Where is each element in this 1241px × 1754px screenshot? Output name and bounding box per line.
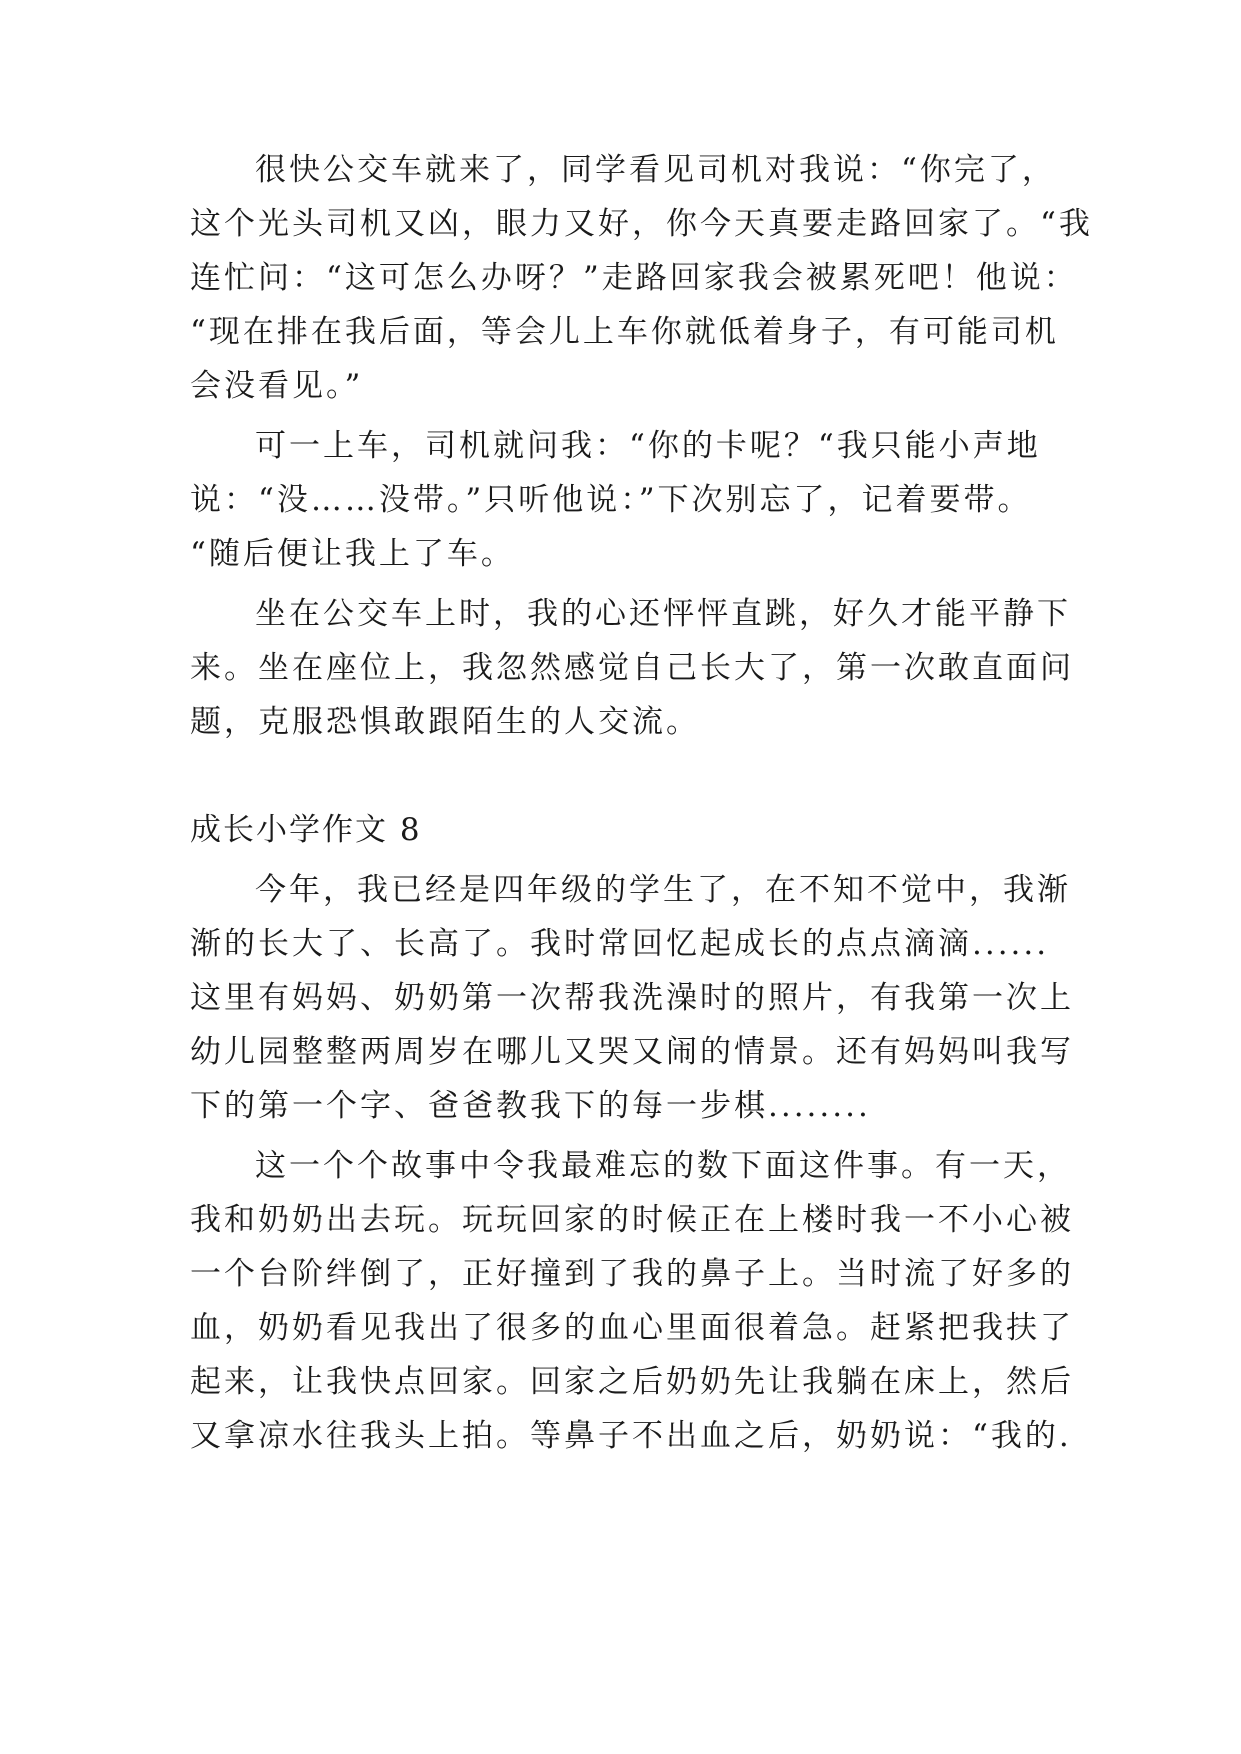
- paragraph-line: 下的第一个字、爸爸教我下的每一步棋........: [190, 1088, 871, 1124]
- paragraph-line: 题，克服恐惧敢跟陌生的人交流。: [190, 704, 700, 740]
- paragraph-line: 很快公交车就来了，同学看见司机对我说：“你完了，: [255, 152, 1056, 188]
- paragraph-line: “随后便让我上了车。: [190, 536, 515, 572]
- paragraph-line: 坐在公交车上时，我的心还怦怦直跳，好久才能平静下: [255, 596, 1071, 632]
- paragraph-line: 会没看见。”: [190, 368, 364, 404]
- paragraph-line: 一个台阶绊倒了，正好撞到了我的鼻子上。当时流了好多的: [190, 1256, 1074, 1292]
- paragraph-line: 起来，让我快点回家。回家之后奶奶先让我躺在床上，然后: [190, 1364, 1074, 1400]
- paragraph-line: 可一上车，司机就问我：“你的卡呢？“我只能小声地: [255, 428, 1041, 464]
- paragraph-line: 今年，我已经是四年级的学生了，在不知不觉中，我渐: [255, 872, 1071, 908]
- paragraph-line: 幼儿园整整两周岁在哪儿又哭又闹的情景。还有妈妈叫我写: [190, 1034, 1074, 1070]
- paragraph-line: 又拿凉水往我头上拍。等鼻子不出血之后，奶奶说：“我的.: [190, 1418, 1072, 1454]
- paragraph-line: 这一个个故事中令我最难忘的数下面这件事。有一天，: [255, 1148, 1071, 1184]
- paragraph-line: 渐的长大了、长高了。我时常回忆起成长的点点滴滴......: [190, 926, 1050, 962]
- paragraph-line: 说：“没……没带。”只听他说：”下次别忘了，记着要带。: [190, 482, 1032, 518]
- paragraph-line: 来。坐在座位上，我忽然感觉自己长大了，第一次敢直面问: [190, 650, 1074, 686]
- paragraph-line: 这里有妈妈、奶奶第一次帮我洗澡时的照片，有我第一次上: [190, 980, 1074, 1016]
- paragraph-line: “现在排在我后面，等会儿上车你就低着身子，有可能司机: [190, 314, 1059, 350]
- section-heading: 成长小学作文 8: [190, 812, 422, 848]
- paragraph-line: 连忙问：“这可怎么办呀？”走路回家我会被累死吧！他说：: [190, 260, 1078, 296]
- paragraph-line: 血，奶奶看见我出了很多的血心里面很着急。赶紧把我扶了: [190, 1310, 1074, 1346]
- paragraph-line: 这个光头司机又凶，眼力又好，你今天真要走路回家了。“我: [190, 206, 1093, 242]
- paragraph-line: 我和奶奶出去玩。玩玩回家的时候正在上楼时我一不小心被: [190, 1202, 1074, 1238]
